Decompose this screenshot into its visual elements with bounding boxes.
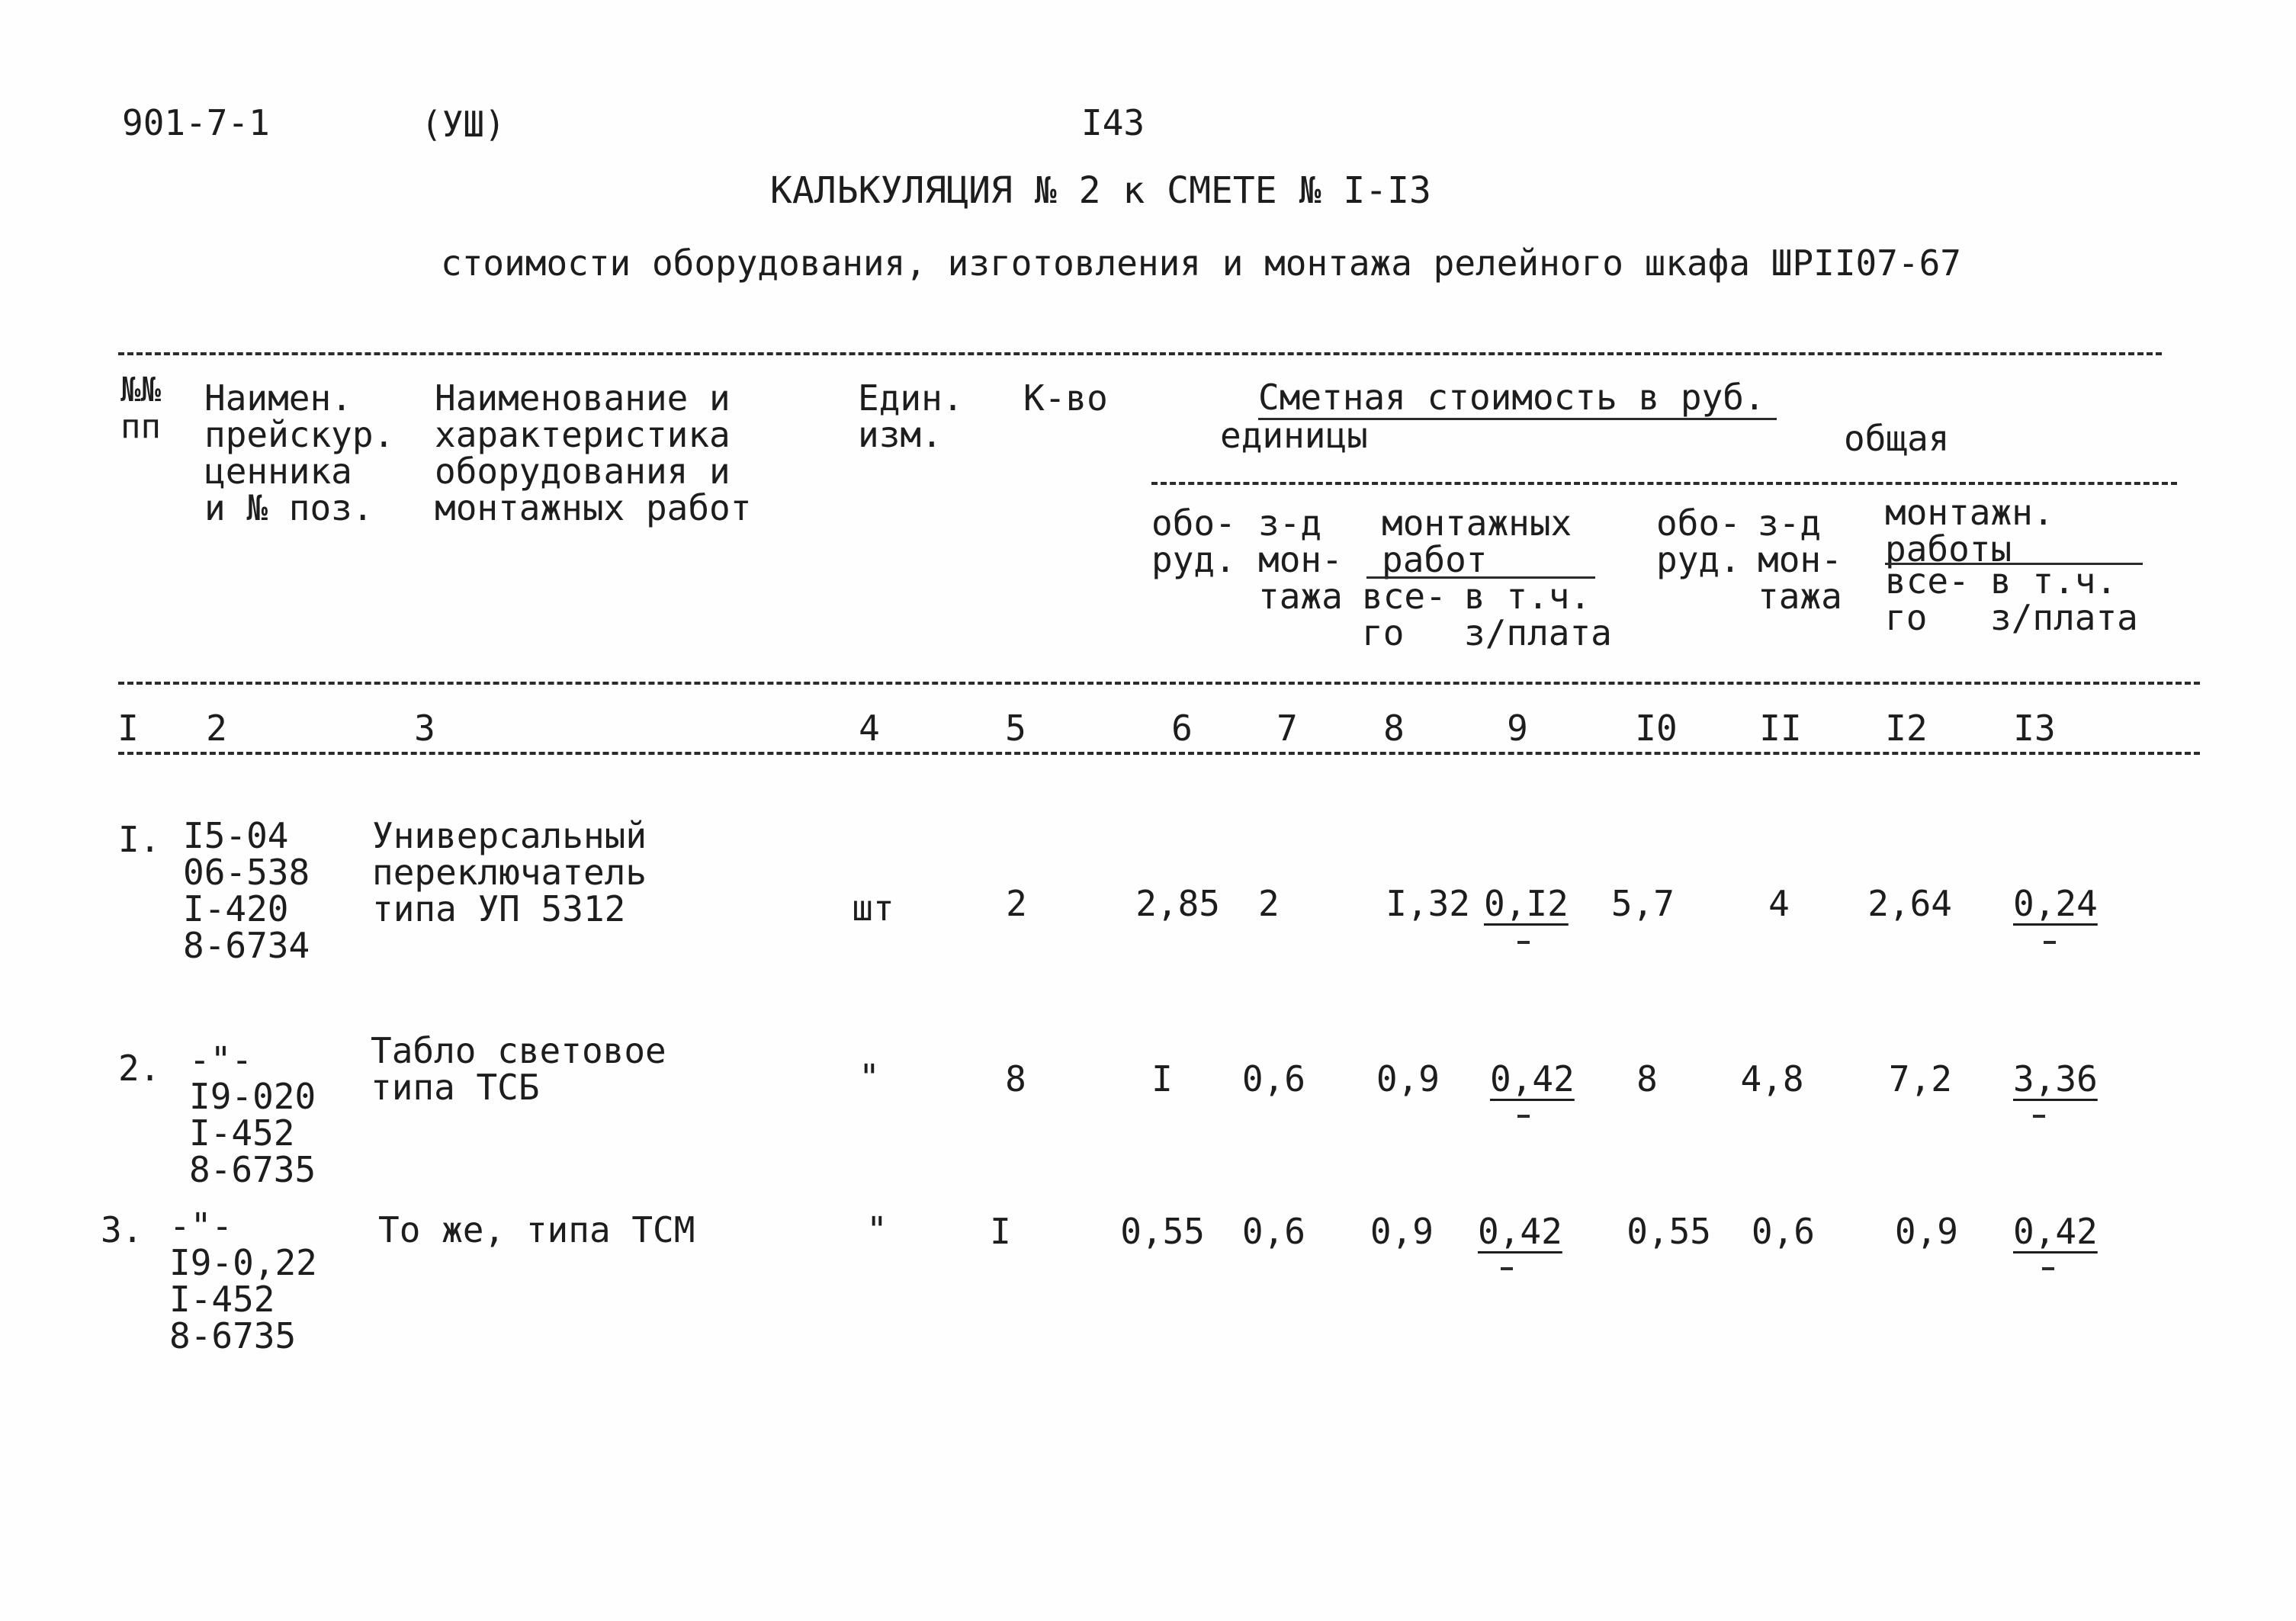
page-number: I43 (1081, 102, 1145, 143)
row1-quantity: 2 (1006, 883, 1027, 924)
row2-total-wage: 4,8 (1740, 1058, 1804, 1099)
row1-unit: шт (852, 888, 894, 929)
row2-total-mounting-wage: 3,36 (2013, 1058, 2098, 1099)
document-subtitle: стоимости оборудования, изготовления и монтажа релейного шкафа ШРII07-67 (441, 242, 1961, 284)
row1-total-equipment: 5,7 (1610, 883, 1675, 924)
row2-item-name: Табло световое типа ТСБ (371, 1030, 666, 1108)
row3-quantity: I (990, 1211, 1011, 1252)
column-number-11: II (1759, 708, 1802, 749)
row1-unit-wage: 2 (1258, 883, 1280, 924)
column-number-7: 7 (1276, 708, 1298, 749)
table-top-rule (118, 352, 2162, 355)
row1-total-wage-minus-mark (2044, 941, 2056, 944)
section-label: (УШ) (421, 104, 506, 145)
row3-unit-equipment: 0,55 (1120, 1211, 1205, 1252)
column-number-10: I0 (1635, 708, 1678, 749)
row3-total-mounting-wage: 0,42 (2013, 1211, 2098, 1252)
column-number-9: 9 (1507, 708, 1528, 749)
header-estimated-cost: Сметная стоимость в руб. (1258, 377, 1765, 418)
header-unit-mounting-wage: в т.ч. з/плата (1464, 576, 1612, 653)
column-number-8: 8 (1383, 708, 1405, 749)
row2-total-mounting-all: 7,2 (1888, 1058, 1952, 1099)
header-unit-mounting-all: все- го (1362, 576, 1447, 653)
row1-price-codes: I5-04 06-538 I-420 8-6734 (183, 815, 310, 966)
row3-item-name: То же, типа ТСМ (378, 1209, 695, 1250)
row1-unit-mounting-all: I,32 (1386, 883, 1470, 924)
column-number-1: I (117, 708, 139, 749)
row3-unit-wage: 0,6 (1241, 1211, 1305, 1252)
column-number-5: 5 (1005, 708, 1026, 749)
column-number-3: 3 (414, 708, 435, 749)
header-total-cost: общая (1844, 418, 1950, 459)
row2-price-codes: -"- I9-020 I-452 8-6735 (189, 1039, 316, 1190)
column-number-13: I3 (2013, 708, 2056, 749)
column-number-12: I2 (1885, 708, 1928, 749)
column-number-6: 6 (1171, 708, 1193, 749)
header-col-price-list: Наимен. прейскур. ценника и № поз. (204, 377, 395, 528)
row3-total-equipment: 0,55 (1626, 1211, 1711, 1252)
row3-total-wage: 0,6 (1751, 1211, 1815, 1252)
row3-total-wage-minus-mark (2042, 1267, 2054, 1270)
row3-unit: " (866, 1209, 888, 1250)
header-col-quantity: К-во (1023, 377, 1108, 419)
header-total-mounting: монтажн. работы (1885, 492, 2054, 570)
header-col-unit: Един. изм. (858, 377, 964, 455)
row2-unit-mounting-all: 0,9 (1376, 1058, 1440, 1099)
row2-total-equipment: 8 (1636, 1058, 1658, 1099)
row1-unit-wage-minus-mark (1517, 941, 1530, 944)
header-unit-equipment: обо- руд. (1151, 502, 1236, 580)
column-number-2: 2 (206, 708, 227, 749)
row2-unit-mounting-wage: 0,42 (1490, 1058, 1575, 1099)
header-unit-wage: з-д мон- тажа (1258, 502, 1343, 617)
header-unit-mounting: монтажных работ (1382, 502, 1572, 580)
header-group-rule (1151, 482, 2177, 485)
row1-total-mounting-all: 2,64 (1867, 883, 1952, 924)
row3-number: 3. (101, 1209, 143, 1250)
header-col-number: №№ пп (120, 371, 161, 446)
header-unit-cost: единицы (1220, 415, 1368, 456)
row2-quantity: 8 (1005, 1058, 1026, 1099)
header-total-mounting-all: все- го (1885, 560, 1970, 638)
column-number-4: 4 (859, 708, 880, 749)
row3-unit-wage-minus-mark (1501, 1267, 1513, 1270)
document-code: 901-7-1 (122, 102, 270, 143)
row3-unit-mounting-all: 0,9 (1370, 1211, 1434, 1252)
row1-unit-mounting-wage: 0,I2 (1484, 883, 1569, 924)
row1-item-name: Универсальный переключатель типа УП 5312 (372, 815, 647, 929)
row2-unit-wage-minus-mark (1517, 1115, 1530, 1118)
header-bottom-rule (118, 682, 2200, 685)
row2-total-wage-minus-mark (2033, 1115, 2045, 1118)
column-number-rule (118, 752, 2200, 755)
row2-unit: " (859, 1057, 880, 1098)
row2-unit-equipment: I (1151, 1058, 1173, 1099)
header-total-mounting-wage: в т.ч. з/плата (1990, 560, 2138, 638)
row1-unit-equipment: 2,85 (1135, 883, 1220, 924)
row1-total-wage: 4 (1768, 883, 1790, 924)
row1-number: I. (118, 819, 161, 860)
row3-unit-mounting-wage: 0,42 (1478, 1211, 1562, 1252)
row3-price-codes: -"- I9-0,22 I-452 8-6735 (169, 1205, 317, 1356)
row1-total-mounting-wage: 0,24 (2013, 883, 2098, 924)
row2-unit-wage: 0,6 (1241, 1058, 1305, 1099)
header-total-wage: з-д мон- тажа (1758, 502, 1842, 617)
row3-total-mounting-all: 0,9 (1894, 1211, 1958, 1252)
document-title: КАЛЬКУЛЯЦИЯ № 2 к СМЕТЕ № I-I3 (770, 169, 1431, 212)
header-total-equipment: обо- руд. (1656, 502, 1741, 580)
header-col-name: Наименование и характеристика оборудования и монтажных работ (435, 377, 752, 528)
row2-number: 2. (118, 1048, 161, 1089)
